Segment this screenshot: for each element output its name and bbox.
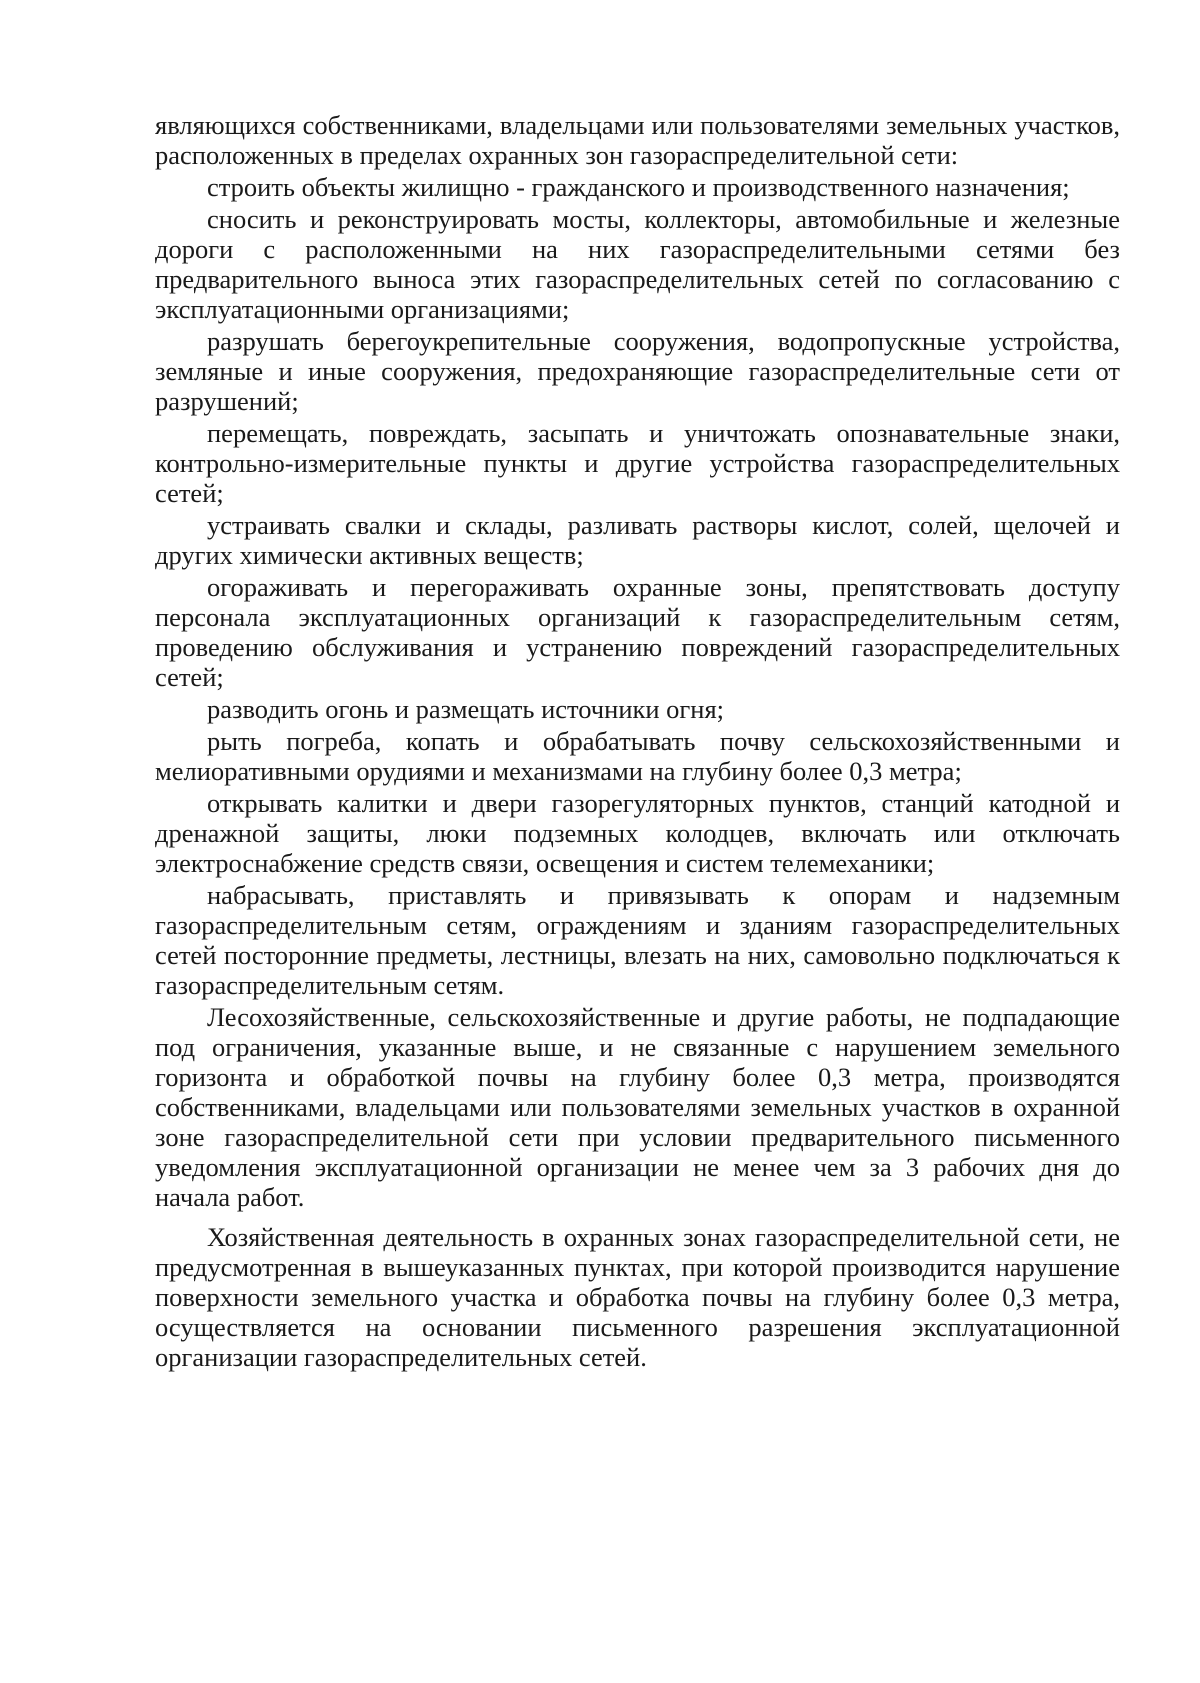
paragraph-item-fire: разводить огонь и размещать источники огня; <box>207 694 725 724</box>
paragraph-item-build: строить объекты жилищно - гражданского и производственного назначения; <box>207 172 1070 202</box>
paragraph-economic-activity: Хозяйственная деятельность в охранных зонах газораспределительной сети, не предусмотренная в вышеуказанных пунктах, при которой производится нарушение поверхности земельного участка и обработка почвы на глубину более 0,3 метра, осуществляется на основании письменного разрешения эксплуатационной организации газораспределительных сетей. <box>155 1222 1120 1372</box>
paragraph-item-open-doors: открывать калитки и двери газорегуляторных пунктов, станций катодной и дренажной защиты, люки подземных колодцев, включать или отключать электроснабжение средств связи, освещения и систем телемеханики; <box>155 788 1120 878</box>
paragraph-item-fencing: огораживать и перегораживать охранные зоны, препятствовать доступу персонала эксплуатационных организаций к газораспределительным сетям, проведению обслуживания и устранению повреждений газораспределительных сетей; <box>155 572 1120 692</box>
paragraph-item-digging: рыть погреба, копать и обрабатывать почву сельскохозяйственными и мелиоративными орудиями и механизмами на глубину более 0,3 метра; <box>155 726 1120 786</box>
document-body <box>155 110 1120 1374</box>
paragraph-item-destroy-structures: разрушать берегоукрепительные сооружения, водопропускные устройства, земляные и иные сооружения, предохраняющие газораспределительные сети от разрушений; <box>155 326 1120 416</box>
paragraph-item-dumps: устраивать свалки и склады, разливать растворы кислот, солей, щелочей и других химически активных веществ; <box>155 510 1120 570</box>
paragraph-forestry-works: Лесохозяйственные, сельскохозяйственные и другие работы, не подпадающие под ограничения, указанные выше, и не связанные с нарушением земельного горизонта и обработкой почвы на глубину более 0,3 метра, производятся собственниками, владельцами или пользователями земельных участков в охранной зоне газораспределительной сети при условии предварительного письменного уведомления эксплуатационной организации не менее чем за 3 рабочих дня до начала работ. <box>155 1002 1120 1212</box>
paragraph-item-move-signs: перемещать, повреждать, засыпать и уничтожать опознавательные знаки, контрольно-измерительные пункты и другие устройства газораспределительных сетей; <box>155 418 1120 508</box>
paragraph-intro: являющихся собственниками, владельцами или пользователями земельных участков, расположенных в пределах охранных зон газораспределительной сети: <box>155 110 1120 170</box>
paragraph-item-throw-objects: набрасывать, приставлять и привязывать к опорам и надземным газораспределительным сетям, ограждениям и зданиям газораспределительных сетей посторонние предметы, лестницы, влезать на них, самовольно подключаться к газораспределительным сетям. <box>155 880 1120 1000</box>
paragraph-item-demolish: сносить и реконструировать мосты, коллекторы, автомобильные и железные дороги с расположенными на них газораспределительными сетями без предварительного выноса этих газораспределительных сетей по согласованию с эксплуатационными организациями; <box>155 204 1120 324</box>
